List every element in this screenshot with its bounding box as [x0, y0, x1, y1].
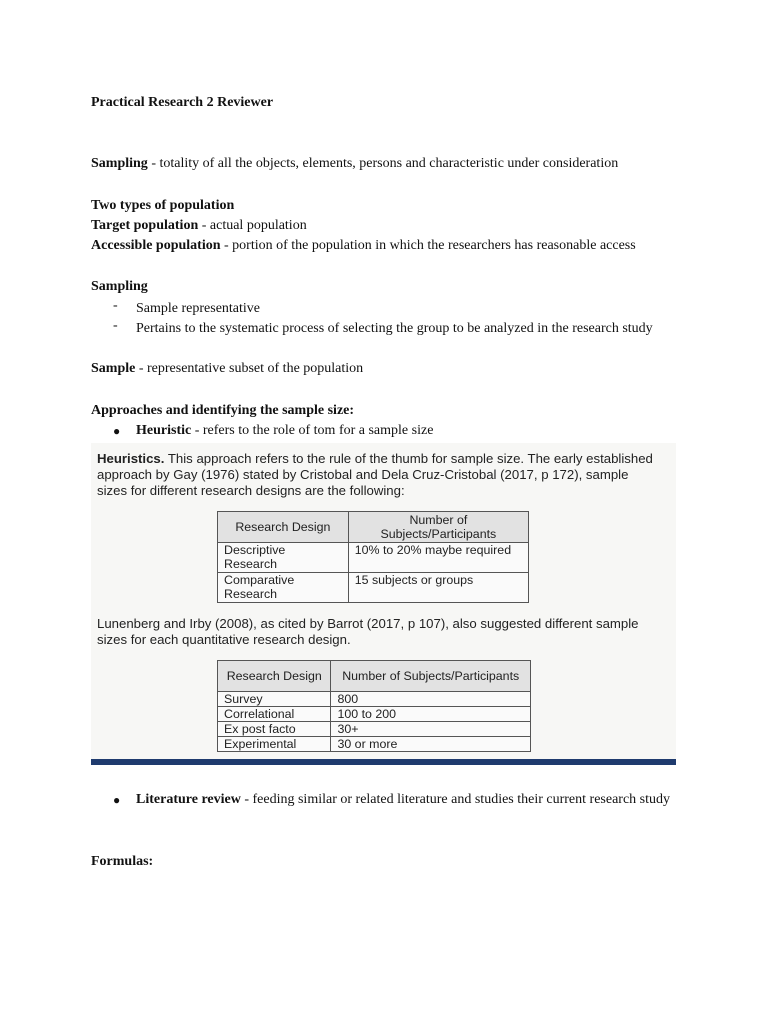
sample-size-table-gay — [217, 511, 529, 603]
literature-review-text: - feeding similar or related literature and studies their current research study — [240, 792, 671, 807]
target-population-text: - actual population — [198, 218, 307, 233]
sampling-term: Sampling — [91, 156, 148, 171]
formulas-heading: Formulas: — [91, 854, 154, 869]
bullet-icon: ● — [113, 793, 121, 807]
table-cell: Experimental — [218, 737, 331, 752]
accessible-population — [91, 236, 636, 256]
sample-text: - representative subset of the population — [135, 361, 364, 376]
table-header-cell: Number of Subjects/Participants — [331, 661, 531, 692]
table-cell: 30 or more — [331, 737, 531, 752]
target-population-term: Target population — [91, 218, 199, 233]
table-row — [218, 692, 531, 707]
table-header-cell: Number of Subjects/Participants — [348, 512, 528, 543]
table-cell: 800 — [331, 692, 531, 707]
heuristic-text: - refers to the role of tom for a sample size — [191, 423, 434, 438]
table-row — [218, 737, 531, 752]
table-row — [218, 543, 529, 573]
table-header-row — [218, 512, 529, 543]
table-header-cell: Research Design — [218, 661, 331, 692]
table-cell: Ex post facto — [218, 722, 331, 737]
table-cell: 10% to 20% maybe required — [348, 543, 528, 573]
list-item-text: Pertains to the systematic process of selecting the group to be analyzed in the research study — [136, 321, 653, 336]
target-population — [91, 216, 307, 236]
accessible-population-term: Accessible population — [91, 238, 221, 253]
accessible-population-text: - portion of the population in which the researchers has reasonable access — [220, 238, 636, 253]
table-cell: 15 subjects or groups — [348, 573, 528, 603]
embedded-figure — [91, 443, 676, 765]
sampling-text: - totality of all the objects, elements, persons and characteristic under consideration — [147, 156, 619, 171]
table-row — [218, 722, 531, 737]
sample-definition — [91, 359, 363, 379]
table-header-cell: Research Design — [218, 512, 349, 543]
sample-term: Sample — [91, 361, 136, 376]
approaches-heading: Approaches and identifying the sample size: — [91, 403, 355, 418]
table-header-row — [218, 661, 531, 692]
literature-review-term: Literature review — [136, 792, 241, 807]
dash-marker: - — [113, 318, 118, 333]
table-row — [218, 573, 529, 603]
population-heading: Two types of population — [91, 198, 235, 213]
table-cell: 30+ — [331, 722, 531, 737]
figure-paragraph-lunenberg: Lunenberg and Irby (2008), as cited by Barrot (2017, p 107), also suggested different sample sizes for each quantitative research design. — [97, 616, 639, 647]
sampling-definition — [91, 154, 618, 174]
figure-heuristics-text: This approach refers to the rule of the thumb for sample size. The early established approach by Gay (1976) stated by Cristobal and Dela Cruz-Cristobal (2017, p 172), sample sizes for different research designs are the following: — [97, 451, 653, 498]
table-cell: Correlational — [218, 707, 331, 722]
sample-size-table-lunenberg — [217, 660, 531, 752]
list-item-text: Sample representative — [136, 301, 261, 316]
dash-marker: - — [113, 298, 118, 313]
bullet-icon: ● — [113, 424, 121, 438]
table-cell: 100 to 200 — [331, 707, 531, 722]
table-row — [218, 707, 531, 722]
document-title: Practical Research 2 Reviewer — [91, 95, 274, 110]
table-cell: Comparative Research — [218, 573, 349, 603]
figure-bottom-border — [91, 759, 676, 765]
table-cell: Survey — [218, 692, 331, 707]
sampling-heading: Sampling — [91, 279, 148, 294]
figure-paragraph-heuristics — [97, 451, 662, 499]
table-cell: Descriptive Research — [218, 543, 349, 573]
figure-heuristics-term: Heuristics. — [97, 451, 165, 466]
heuristic-term: Heuristic — [136, 423, 192, 438]
